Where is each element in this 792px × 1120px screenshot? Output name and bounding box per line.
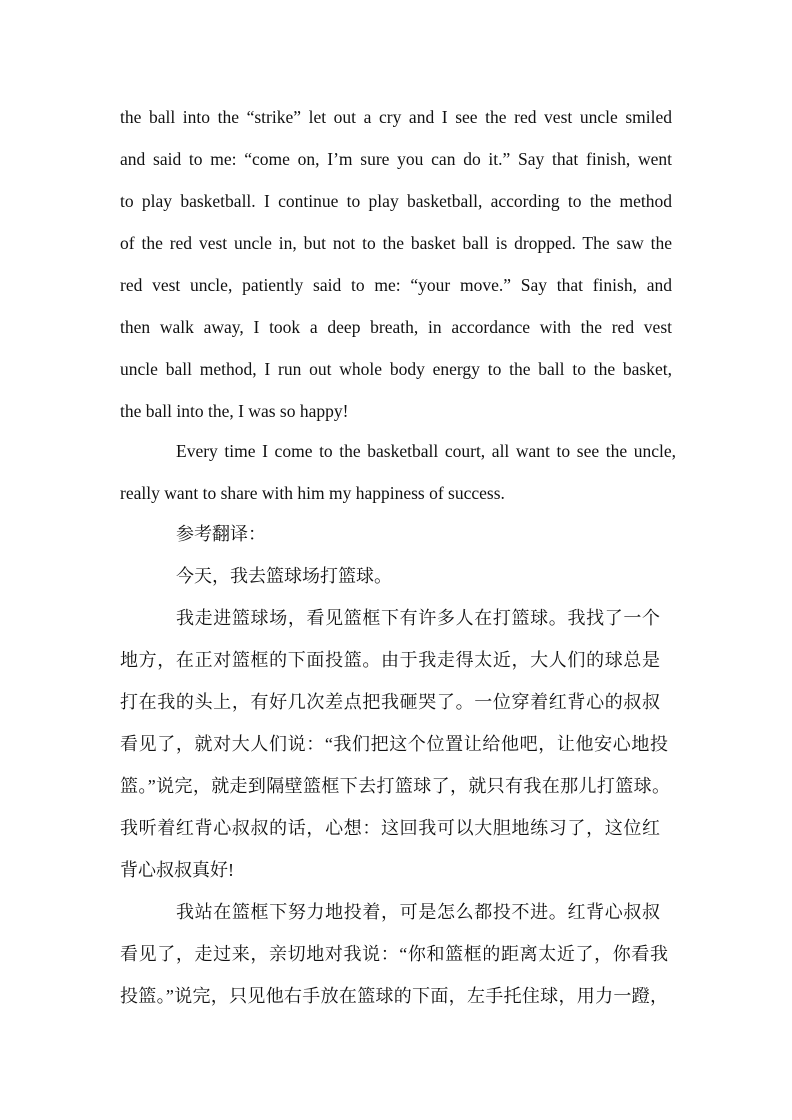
- text-line: and said to me: “come on, I’m sure you can do it.” Say that finish, went: [120, 149, 672, 169]
- text-line: to play basketball. I continue to play basketball, according to the method: [120, 191, 672, 211]
- translation-heading: 参考翻译：: [176, 524, 266, 544]
- text-line: 地方，在正对篮框的下面投篮。由于我走得太近，大人们的球总是: [120, 650, 660, 670]
- text-line: red vest uncle, patiently said to me: “your move.” Say that finish, and: [120, 275, 672, 295]
- text-line: 我走进篮球场，看见篮框下有许多人在打篮球。我找了一个: [176, 608, 660, 628]
- text-line: 我站在篮框下努力地投着，可是怎么都投不进。红背心叔叔: [176, 902, 660, 922]
- text-line: Every time I come to the basketball court, all want to see the uncle,: [176, 441, 676, 461]
- text-line: then walk away, I took a deep breath, in accordance with the red vest: [120, 317, 672, 337]
- text-line: 投篮。”说完，只见他右手放在篮球的下面，左手托住球，用力一蹬，: [120, 986, 668, 1006]
- text-line: 背心叔叔真好!: [120, 860, 234, 880]
- text-line: 看见了，走过来，亲切地对我说：“你和篮框的距离太近了，你看我: [120, 944, 668, 964]
- text-line: 看见了，就对大人们说：“我们把这个位置让给他吧，让他安心地投: [120, 734, 668, 754]
- text-line: of the red vest uncle in, but not to the basket ball is dropped. The saw the: [120, 233, 672, 253]
- text-line: uncle ball method, I run out whole body energy to the ball to the basket,: [120, 359, 672, 379]
- text-line: the ball into the, I was so happy!: [120, 401, 349, 421]
- text-line: 篮。”说完，就走到隔壁篮框下去打篮球了，就只有我在那儿打篮球。: [120, 776, 670, 796]
- text-line: really want to share with him my happiness of success.: [120, 483, 505, 503]
- text-line: 我听着红背心叔叔的话，心想：这回我可以大胆地练习了，这位红: [120, 818, 660, 838]
- text-line: the ball into the “strike” let out a cry and I see the red vest uncle smiled: [120, 107, 672, 127]
- text-line: 打在我的头上，有好几次差点把我砸哭了。一位穿着红背心的叔叔: [120, 692, 660, 712]
- text-line: 今天，我去篮球场打篮球。: [176, 566, 392, 586]
